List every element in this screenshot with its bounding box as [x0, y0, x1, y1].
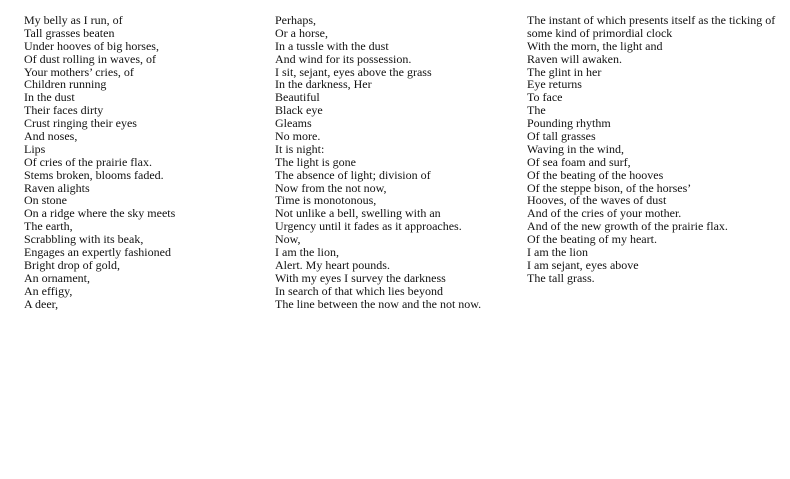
- poem-line: The instant of which presents itself as the ticking of: [527, 13, 776, 27]
- poem-line: Or a horse,: [275, 25, 328, 40]
- poem-column-3: [527, 14, 775, 285]
- poem-line: The: [527, 103, 546, 118]
- poem-line: On stone: [24, 193, 67, 208]
- poem-line: An effigy,: [24, 283, 73, 298]
- poem-line: Stems broken, blooms faded.: [24, 167, 164, 182]
- poem-line: Hooves, of the waves of dust: [527, 193, 667, 208]
- poem-line: On a ridge where the sky meets: [24, 206, 176, 221]
- poem-line: Of cries of the prairie flax.: [24, 154, 152, 169]
- poem-line: And of the cries of your mother.: [527, 206, 682, 221]
- poem-line: Lips: [24, 141, 46, 156]
- poem-line: The glint in her: [527, 64, 602, 79]
- poem-line: To face: [527, 90, 563, 105]
- poem-line: Pounding rhythm: [527, 116, 611, 131]
- poem-line: Urgency until it fades as it approaches.: [275, 219, 462, 234]
- poem-line: My belly as I run, of: [24, 13, 123, 27]
- poem-line: In the dust: [24, 90, 75, 105]
- poem-line: Raven alights: [24, 180, 90, 195]
- poem-line: Under hooves of big horses,: [24, 38, 159, 53]
- poem-line: Of dust rolling in waves, of: [24, 51, 156, 66]
- poem-line: A deer,: [24, 296, 59, 311]
- poem-line: An ornament,: [24, 270, 90, 285]
- poem-line: Not unlike a bell, swelling with an: [275, 206, 441, 221]
- poem-line: Engages an expertly fashioned: [24, 245, 171, 260]
- poem-line: And wind for its possession.: [275, 51, 412, 66]
- poem-line: Perhaps,: [275, 13, 316, 27]
- poem-column-2: [275, 14, 481, 310]
- poem-line: I sit, sejant, eyes above the grass: [275, 64, 432, 79]
- poem-line: Alert. My heart pounds.: [275, 257, 390, 272]
- poem-line: some kind of primordial clock: [527, 25, 673, 40]
- poem-line: Gleams: [275, 116, 312, 131]
- poem-line: In search of that which lies beyond: [275, 283, 443, 298]
- poem-line: Of the beating of my heart.: [527, 232, 657, 247]
- poem-line: Tall grasses beaten: [24, 25, 115, 40]
- poem-line: Of sea foam and surf,: [527, 154, 631, 169]
- poem-line: The light is gone: [275, 154, 356, 169]
- poem-line: Now,: [275, 232, 301, 247]
- poem-line: It is night:: [275, 141, 325, 156]
- poem-line: Of the beating of the hooves: [527, 167, 664, 182]
- poem-line: Crust ringing their eyes: [24, 116, 137, 131]
- poem-line: Of tall grasses: [527, 129, 596, 144]
- poem-line: Of the steppe bison, of the horses’: [527, 180, 692, 195]
- poem-line: Time is monotonous,: [275, 193, 377, 208]
- poem-line: And of the new growth of the prairie flax.: [527, 219, 728, 234]
- poem-line: And noses,: [24, 129, 78, 144]
- poem-line: With my eyes I survey the darkness: [275, 270, 446, 285]
- poem-line: The earth,: [24, 219, 73, 234]
- poem-line: I am the lion,: [275, 245, 339, 260]
- poem-column-1: [24, 14, 175, 310]
- poem-line: Now from the not now,: [275, 180, 387, 195]
- poem-line: The absence of light; division of: [275, 167, 431, 182]
- poem-line: In a tussle with the dust: [275, 38, 389, 53]
- poem-line: The line between the now and the not now.: [275, 296, 482, 311]
- poem-line: Children running: [24, 77, 107, 92]
- poem-line: I am the lion: [527, 245, 588, 260]
- poem-line: The tall grass.: [527, 270, 595, 285]
- poem-line: Raven will awaken.: [527, 51, 622, 66]
- poem-line: I am sejant, eyes above: [527, 257, 639, 272]
- poem-line: With the morn, the light and: [527, 38, 663, 53]
- poem-line: Bright drop of gold,: [24, 257, 120, 272]
- poem-line: Waving in the wind,: [527, 141, 625, 156]
- poem-line: Your mothers’ cries, of: [24, 64, 134, 79]
- poem-line: No more.: [275, 129, 321, 144]
- poem-line: Their faces dirty: [24, 103, 104, 118]
- poem-line: Beautiful: [275, 90, 320, 105]
- poem-line: Black eye: [275, 103, 323, 118]
- poem-line: Scrabbling with its beak,: [24, 232, 144, 247]
- poem-line: In the darkness, Her: [275, 77, 372, 92]
- poem-line: Eye returns: [527, 77, 582, 92]
